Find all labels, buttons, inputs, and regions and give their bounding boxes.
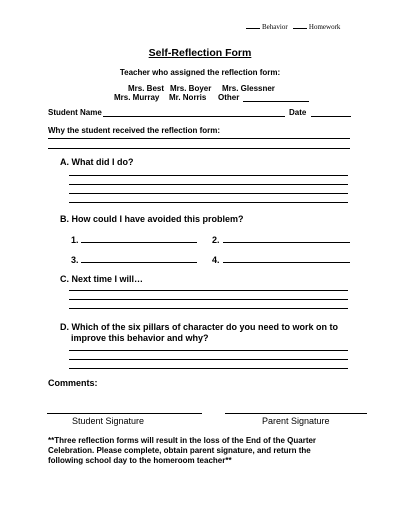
teacher-boyer: Mrs. Boyer — [170, 84, 212, 93]
why-line-1[interactable] — [48, 138, 350, 139]
why-label: Why the student received the reflection form: — [48, 126, 221, 135]
teacher-glessner: Mrs. Glessner — [222, 84, 275, 93]
section-a-line-2[interactable] — [69, 184, 348, 185]
b-item-3-field[interactable] — [81, 262, 197, 263]
section-c-line-1[interactable] — [69, 290, 348, 291]
section-a-line-4[interactable] — [69, 202, 348, 203]
section-c-line-3[interactable] — [69, 308, 348, 309]
section-a-heading: A. What did I do? — [60, 157, 134, 167]
parent-signature-label: Parent Signature — [262, 416, 330, 426]
date-field[interactable] — [311, 116, 351, 117]
student-name-field[interactable] — [103, 116, 285, 117]
homework-label: Homework — [308, 23, 341, 31]
section-c-heading: C. Next time I will… — [60, 274, 144, 284]
date-label: Date — [289, 108, 307, 117]
b-item-4-field[interactable] — [223, 262, 350, 263]
student-name-label: Student Name — [48, 108, 102, 117]
section-b-heading: B. How could I have avoided this problem? — [60, 214, 244, 224]
other-teacher-field[interactable] — [243, 101, 309, 102]
section-d-line-2[interactable] — [69, 359, 348, 360]
teacher-norris: Mr. Norris — [169, 93, 207, 102]
section-c-line-2[interactable] — [69, 299, 348, 300]
b-item-3-label: 3. — [71, 255, 79, 265]
teacher-murray: Mrs. Murray — [114, 93, 160, 102]
teacher-prompt: Teacher who assigned the reflection form: — [119, 68, 281, 77]
teacher-other: Other — [218, 93, 240, 102]
comments-label: Comments: — [48, 378, 98, 388]
behavior-checkbox-line[interactable] — [246, 21, 260, 29]
footer-note-line2: Celebration. Please complete, obtain parent signature, and return the — [48, 446, 311, 455]
why-line-2[interactable] — [48, 148, 350, 149]
b-item-4-label: 4. — [212, 255, 220, 265]
b-item-2-field[interactable] — [223, 242, 350, 243]
b-item-1-label: 1. — [71, 235, 79, 245]
section-d-line-3[interactable] — [69, 368, 348, 369]
section-d-heading-line1: D. Which of the six pillars of character do you need to work on to — [60, 322, 339, 332]
parent-signature-field[interactable] — [225, 413, 367, 414]
footer-note-line1: **Three reflection forms will result in the loss of the End of the Quarter — [48, 436, 317, 445]
footer-note-line3: following school day to the homeroom teacher** — [48, 456, 232, 465]
b-item-2-label: 2. — [212, 235, 220, 245]
b-item-1-field[interactable] — [81, 242, 197, 243]
section-d-line-1[interactable] — [69, 350, 348, 351]
behavior-label: Behavior — [262, 23, 288, 31]
homework-checkbox-line[interactable] — [293, 21, 307, 29]
section-a-line-1[interactable] — [69, 175, 348, 176]
form-type-header — [246, 21, 340, 31]
student-signature-label: Student Signature — [72, 416, 145, 426]
section-a-line-3[interactable] — [69, 193, 348, 194]
section-d-heading-line2: improve this behavior and why? — [71, 333, 209, 343]
student-signature-field[interactable] — [47, 413, 202, 414]
teacher-best: Mrs. Best — [128, 84, 165, 93]
form-title: Self-Reflection Form — [148, 47, 252, 59]
